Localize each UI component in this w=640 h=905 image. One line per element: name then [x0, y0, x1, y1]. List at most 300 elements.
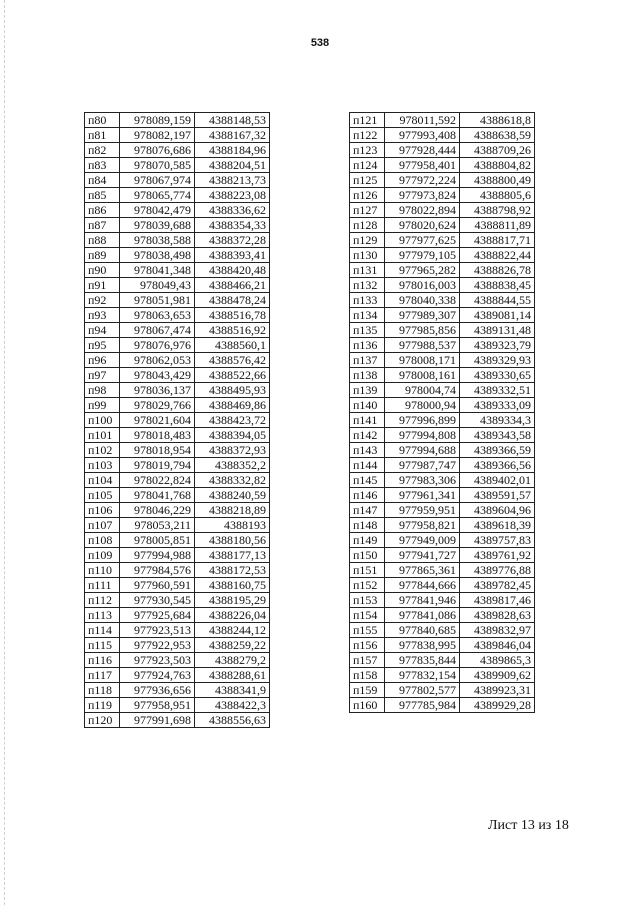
y-coordinate-cell: 4388844,55 [460, 293, 535, 308]
x-coordinate-cell: 978062,053 [120, 353, 195, 368]
table-row [85, 233, 270, 248]
x-coordinate-cell: 978022,894 [385, 203, 460, 218]
x-coordinate-cell: 978063,653 [120, 308, 195, 323]
y-coordinate-cell: 4388223,08 [195, 188, 270, 203]
table-row [85, 338, 270, 353]
point-id-cell: п129 [350, 233, 385, 248]
x-coordinate-cell: 977994,688 [385, 443, 460, 458]
y-coordinate-cell: 4388184,96 [195, 143, 270, 158]
x-coordinate-cell: 978041,348 [120, 263, 195, 278]
table-row [350, 683, 535, 698]
x-coordinate-cell: 977987,747 [385, 458, 460, 473]
x-coordinate-cell: 977960,591 [120, 578, 195, 593]
point-id-cell: п130 [350, 248, 385, 263]
table-row [350, 218, 535, 233]
table-row [85, 143, 270, 158]
table-row [85, 683, 270, 698]
sheet-counter: Лист 13 из 18 [488, 818, 569, 833]
x-coordinate-cell: 977996,899 [385, 413, 460, 428]
point-id-cell: п99 [85, 398, 120, 413]
point-id-cell: п138 [350, 368, 385, 383]
table-row [85, 458, 270, 473]
y-coordinate-cell: 4389761,92 [460, 548, 535, 563]
x-coordinate-cell: 977925,684 [120, 608, 195, 623]
point-id-cell: п89 [85, 248, 120, 263]
y-coordinate-cell: 4389757,83 [460, 533, 535, 548]
table-row [85, 263, 270, 278]
y-coordinate-cell: 4389329,93 [460, 353, 535, 368]
x-coordinate-cell: 978038,588 [120, 233, 195, 248]
y-coordinate-cell: 4388556,63 [195, 713, 270, 728]
table-row [350, 413, 535, 428]
y-coordinate-cell: 4388213,73 [195, 173, 270, 188]
y-coordinate-cell: 4388522,66 [195, 368, 270, 383]
x-coordinate-cell: 977930,545 [120, 593, 195, 608]
point-id-cell: п114 [85, 623, 120, 638]
table-row [85, 503, 270, 518]
point-id-cell: п107 [85, 518, 120, 533]
table-row [85, 323, 270, 338]
table-row [85, 173, 270, 188]
table-row [350, 428, 535, 443]
point-id-cell: п153 [350, 593, 385, 608]
x-coordinate-cell: 978082,197 [120, 128, 195, 143]
x-coordinate-cell: 978053,211 [120, 518, 195, 533]
y-coordinate-cell: 4388195,29 [195, 593, 270, 608]
point-id-cell: п85 [85, 188, 120, 203]
y-coordinate-cell: 4388279,2 [195, 653, 270, 668]
table-row [85, 128, 270, 143]
table-row [85, 608, 270, 623]
point-id-cell: п83 [85, 158, 120, 173]
point-id-cell: п143 [350, 443, 385, 458]
y-coordinate-cell: 4388218,89 [195, 503, 270, 518]
point-id-cell: п156 [350, 638, 385, 653]
point-id-cell: п126 [350, 188, 385, 203]
table-row [350, 158, 535, 173]
table-row [350, 203, 535, 218]
table-row [85, 308, 270, 323]
point-id-cell: п125 [350, 173, 385, 188]
y-coordinate-cell: 4388638,59 [460, 128, 535, 143]
table-row [85, 248, 270, 263]
point-id-cell: п128 [350, 218, 385, 233]
x-coordinate-cell: 977989,307 [385, 308, 460, 323]
point-id-cell: п154 [350, 608, 385, 623]
table-row [350, 518, 535, 533]
page-number: 538 [310, 37, 330, 49]
y-coordinate-cell: 4389323,79 [460, 338, 535, 353]
point-id-cell: п101 [85, 428, 120, 443]
y-coordinate-cell: 4388560,1 [195, 338, 270, 353]
point-id-cell: п116 [85, 653, 120, 668]
point-id-cell: п136 [350, 338, 385, 353]
point-id-cell: п144 [350, 458, 385, 473]
x-coordinate-cell: 978065,774 [120, 188, 195, 203]
x-coordinate-cell: 977959,951 [385, 503, 460, 518]
table-row [350, 173, 535, 188]
y-coordinate-cell: 4388372,93 [195, 443, 270, 458]
y-coordinate-cell: 4389909,62 [460, 668, 535, 683]
x-coordinate-cell: 977841,086 [385, 608, 460, 623]
x-coordinate-cell: 978029,766 [120, 398, 195, 413]
y-coordinate-cell: 4388204,51 [195, 158, 270, 173]
table-row [350, 293, 535, 308]
y-coordinate-cell: 4388332,82 [195, 473, 270, 488]
point-id-cell: п110 [85, 563, 120, 578]
table-row [85, 368, 270, 383]
point-id-cell: п91 [85, 278, 120, 293]
x-coordinate-cell: 978021,604 [120, 413, 195, 428]
point-id-cell: п149 [350, 533, 385, 548]
table-row [85, 563, 270, 578]
x-coordinate-cell: 978004,74 [385, 383, 460, 398]
x-coordinate-cell: 977802,577 [385, 683, 460, 698]
table-row [85, 593, 270, 608]
table-row [350, 128, 535, 143]
y-coordinate-cell: 4388177,13 [195, 548, 270, 563]
y-coordinate-cell: 4389776,88 [460, 563, 535, 578]
table-row [350, 278, 535, 293]
table-row [85, 548, 270, 563]
x-coordinate-cell: 977936,656 [120, 683, 195, 698]
coordinates-table-right [349, 112, 535, 713]
table-row [85, 578, 270, 593]
y-coordinate-cell: 4388244,12 [195, 623, 270, 638]
x-coordinate-cell: 977923,513 [120, 623, 195, 638]
x-coordinate-cell: 978070,585 [120, 158, 195, 173]
y-coordinate-cell: 4388576,42 [195, 353, 270, 368]
table-row [350, 113, 535, 128]
table-row [350, 533, 535, 548]
point-id-cell: п127 [350, 203, 385, 218]
y-coordinate-cell: 4389591,57 [460, 488, 535, 503]
y-coordinate-cell: 4388822,44 [460, 248, 535, 263]
x-coordinate-cell: 978036,137 [120, 383, 195, 398]
y-coordinate-cell: 4388394,05 [195, 428, 270, 443]
x-coordinate-cell: 977922,953 [120, 638, 195, 653]
point-id-cell: п88 [85, 233, 120, 248]
point-id-cell: п117 [85, 668, 120, 683]
y-coordinate-cell: 4388420,48 [195, 263, 270, 278]
table-row [85, 698, 270, 713]
table-row [85, 488, 270, 503]
y-coordinate-cell: 4388167,32 [195, 128, 270, 143]
x-coordinate-cell: 977988,537 [385, 338, 460, 353]
point-id-cell: п113 [85, 608, 120, 623]
y-coordinate-cell: 4388618,8 [460, 113, 535, 128]
table-row [350, 458, 535, 473]
x-coordinate-cell: 977838,995 [385, 638, 460, 653]
x-coordinate-cell: 977958,821 [385, 518, 460, 533]
y-coordinate-cell: 4388240,59 [195, 488, 270, 503]
y-coordinate-cell: 4388516,78 [195, 308, 270, 323]
table-row [350, 623, 535, 638]
table-row [350, 503, 535, 518]
y-coordinate-cell: 4388352,2 [195, 458, 270, 473]
x-coordinate-cell: 977994,988 [120, 548, 195, 563]
y-coordinate-cell: 4389865,3 [460, 653, 535, 668]
y-coordinate-cell: 4388478,24 [195, 293, 270, 308]
point-id-cell: п98 [85, 383, 120, 398]
point-id-cell: п119 [85, 698, 120, 713]
x-coordinate-cell: 977985,856 [385, 323, 460, 338]
y-coordinate-cell: 4388817,71 [460, 233, 535, 248]
table-row [350, 593, 535, 608]
y-coordinate-cell: 4388193 [195, 518, 270, 533]
point-id-cell: п157 [350, 653, 385, 668]
point-id-cell: п148 [350, 518, 385, 533]
point-id-cell: п134 [350, 308, 385, 323]
y-coordinate-cell: 4389343,58 [460, 428, 535, 443]
y-coordinate-cell: 4389334,3 [460, 413, 535, 428]
table-row [350, 578, 535, 593]
table-row [85, 668, 270, 683]
point-id-cell: п105 [85, 488, 120, 503]
point-id-cell: п97 [85, 368, 120, 383]
point-id-cell: п81 [85, 128, 120, 143]
table-row [350, 638, 535, 653]
y-coordinate-cell: 4388798,92 [460, 203, 535, 218]
page-edge-line [4, 0, 5, 905]
point-id-cell: п106 [85, 503, 120, 518]
y-coordinate-cell: 4389131,48 [460, 323, 535, 338]
point-id-cell: п140 [350, 398, 385, 413]
y-coordinate-cell: 4389782,45 [460, 578, 535, 593]
y-coordinate-cell: 4389330,65 [460, 368, 535, 383]
point-id-cell: п132 [350, 278, 385, 293]
x-coordinate-cell: 977993,408 [385, 128, 460, 143]
point-id-cell: п131 [350, 263, 385, 278]
y-coordinate-cell: 4388838,45 [460, 278, 535, 293]
table-row [85, 518, 270, 533]
point-id-cell: п152 [350, 578, 385, 593]
y-coordinate-cell: 4388826,78 [460, 263, 535, 278]
point-id-cell: п120 [85, 713, 120, 728]
x-coordinate-cell: 978011,592 [385, 113, 460, 128]
y-coordinate-cell: 4388800,49 [460, 173, 535, 188]
table-row [85, 158, 270, 173]
x-coordinate-cell: 977841,946 [385, 593, 460, 608]
y-coordinate-cell: 4388160,75 [195, 578, 270, 593]
x-coordinate-cell: 977840,685 [385, 623, 460, 638]
point-id-cell: п155 [350, 623, 385, 638]
table-row [85, 443, 270, 458]
y-coordinate-cell: 4388516,92 [195, 323, 270, 338]
table-row [85, 278, 270, 293]
y-coordinate-cell: 4388466,21 [195, 278, 270, 293]
table-row [85, 638, 270, 653]
y-coordinate-cell: 4388423,72 [195, 413, 270, 428]
point-id-cell: п102 [85, 443, 120, 458]
y-coordinate-cell: 4389402,01 [460, 473, 535, 488]
x-coordinate-cell: 977949,009 [385, 533, 460, 548]
point-id-cell: п135 [350, 323, 385, 338]
point-id-cell: п111 [85, 578, 120, 593]
x-coordinate-cell: 978018,954 [120, 443, 195, 458]
point-id-cell: п96 [85, 353, 120, 368]
x-coordinate-cell: 978005,851 [120, 533, 195, 548]
x-coordinate-cell: 977941,727 [385, 548, 460, 563]
x-coordinate-cell: 978039,688 [120, 218, 195, 233]
table-row [85, 413, 270, 428]
x-coordinate-cell: 978076,976 [120, 338, 195, 353]
point-id-cell: п139 [350, 383, 385, 398]
y-coordinate-cell: 4389604,96 [460, 503, 535, 518]
y-coordinate-cell: 4388805,6 [460, 188, 535, 203]
x-coordinate-cell: 977977,625 [385, 233, 460, 248]
y-coordinate-cell: 4388804,82 [460, 158, 535, 173]
table-row [350, 248, 535, 263]
coordinates-table-left [84, 112, 270, 728]
y-coordinate-cell: 4388354,33 [195, 218, 270, 233]
table-row [350, 548, 535, 563]
x-coordinate-cell: 977965,282 [385, 263, 460, 278]
table-row [350, 398, 535, 413]
x-coordinate-cell: 977984,576 [120, 563, 195, 578]
x-coordinate-cell: 977994,808 [385, 428, 460, 443]
y-coordinate-cell: 4388469,86 [195, 398, 270, 413]
table-row [85, 623, 270, 638]
x-coordinate-cell: 977972,224 [385, 173, 460, 188]
point-id-cell: п115 [85, 638, 120, 653]
x-coordinate-cell: 977958,401 [385, 158, 460, 173]
point-id-cell: п118 [85, 683, 120, 698]
y-coordinate-cell: 4388709,26 [460, 143, 535, 158]
point-id-cell: п124 [350, 158, 385, 173]
table-row [350, 353, 535, 368]
point-id-cell: п112 [85, 593, 120, 608]
x-coordinate-cell: 978000,94 [385, 398, 460, 413]
point-id-cell: п145 [350, 473, 385, 488]
table-row [85, 398, 270, 413]
x-coordinate-cell: 978089,159 [120, 113, 195, 128]
table-row [350, 668, 535, 683]
x-coordinate-cell: 978020,624 [385, 218, 460, 233]
table-row [350, 323, 535, 338]
y-coordinate-cell: 4389332,51 [460, 383, 535, 398]
table-row [85, 713, 270, 728]
point-id-cell: п146 [350, 488, 385, 503]
table-row [85, 653, 270, 668]
y-coordinate-cell: 4388393,41 [195, 248, 270, 263]
point-id-cell: п159 [350, 683, 385, 698]
table-row [350, 608, 535, 623]
point-id-cell: п158 [350, 668, 385, 683]
table-row [350, 188, 535, 203]
x-coordinate-cell: 978043,429 [120, 368, 195, 383]
x-coordinate-cell: 978042,479 [120, 203, 195, 218]
table-row [350, 308, 535, 323]
x-coordinate-cell: 977923,503 [120, 653, 195, 668]
table-row [350, 368, 535, 383]
table-row [350, 488, 535, 503]
y-coordinate-cell: 4389828,63 [460, 608, 535, 623]
point-id-cell: п100 [85, 413, 120, 428]
y-coordinate-cell: 4388288,61 [195, 668, 270, 683]
point-id-cell: п121 [350, 113, 385, 128]
point-id-cell: п104 [85, 473, 120, 488]
table-row [350, 143, 535, 158]
y-coordinate-cell: 4389846,04 [460, 638, 535, 653]
y-coordinate-cell: 4389366,56 [460, 458, 535, 473]
table-row [350, 338, 535, 353]
x-coordinate-cell: 977844,666 [385, 578, 460, 593]
table-row [350, 653, 535, 668]
y-coordinate-cell: 4389081,14 [460, 308, 535, 323]
point-id-cell: п122 [350, 128, 385, 143]
x-coordinate-cell: 977979,105 [385, 248, 460, 263]
table-row [85, 383, 270, 398]
table-row [350, 698, 535, 713]
x-coordinate-cell: 977973,824 [385, 188, 460, 203]
y-coordinate-cell: 4388226,04 [195, 608, 270, 623]
x-coordinate-cell: 978049,43 [120, 278, 195, 293]
point-id-cell: п92 [85, 293, 120, 308]
x-coordinate-cell: 977991,698 [120, 713, 195, 728]
point-id-cell: п95 [85, 338, 120, 353]
x-coordinate-cell: 977865,361 [385, 563, 460, 578]
table-row [85, 218, 270, 233]
x-coordinate-cell: 977928,444 [385, 143, 460, 158]
point-id-cell: п87 [85, 218, 120, 233]
point-id-cell: п150 [350, 548, 385, 563]
x-coordinate-cell: 978041,768 [120, 488, 195, 503]
x-coordinate-cell: 978067,474 [120, 323, 195, 338]
table-row [85, 473, 270, 488]
x-coordinate-cell: 977983,306 [385, 473, 460, 488]
x-coordinate-cell: 978016,003 [385, 278, 460, 293]
x-coordinate-cell: 978038,498 [120, 248, 195, 263]
point-id-cell: п86 [85, 203, 120, 218]
y-coordinate-cell: 4389618,39 [460, 518, 535, 533]
point-id-cell: п90 [85, 263, 120, 278]
point-id-cell: п133 [350, 293, 385, 308]
table-row [350, 443, 535, 458]
y-coordinate-cell: 4388259,22 [195, 638, 270, 653]
x-coordinate-cell: 977958,951 [120, 698, 195, 713]
table-row [85, 203, 270, 218]
table-row [350, 473, 535, 488]
y-coordinate-cell: 4388172,53 [195, 563, 270, 578]
x-coordinate-cell: 978067,974 [120, 173, 195, 188]
y-coordinate-cell: 4389333,09 [460, 398, 535, 413]
point-id-cell: п123 [350, 143, 385, 158]
y-coordinate-cell: 4388336,62 [195, 203, 270, 218]
x-coordinate-cell: 977785,984 [385, 698, 460, 713]
y-coordinate-cell: 4388180,56 [195, 533, 270, 548]
table-row [350, 563, 535, 578]
table-row [85, 188, 270, 203]
table-row [85, 113, 270, 128]
x-coordinate-cell: 977924,763 [120, 668, 195, 683]
x-coordinate-cell: 978018,483 [120, 428, 195, 443]
table-row [350, 263, 535, 278]
y-coordinate-cell: 4389923,31 [460, 683, 535, 698]
point-id-cell: п94 [85, 323, 120, 338]
table-row [350, 383, 535, 398]
y-coordinate-cell: 4388422,3 [195, 698, 270, 713]
x-coordinate-cell: 978008,171 [385, 353, 460, 368]
y-coordinate-cell: 4389929,28 [460, 698, 535, 713]
y-coordinate-cell: 4388148,53 [195, 113, 270, 128]
x-coordinate-cell: 978046,229 [120, 503, 195, 518]
point-id-cell: п84 [85, 173, 120, 188]
table-row [85, 353, 270, 368]
table-row [85, 293, 270, 308]
point-id-cell: п147 [350, 503, 385, 518]
y-coordinate-cell: 4389817,46 [460, 593, 535, 608]
